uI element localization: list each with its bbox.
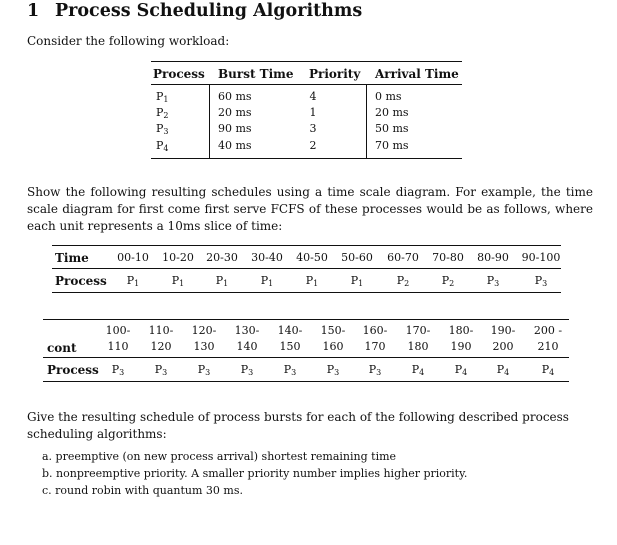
time-slot-label: 00-10 [117,251,149,264]
time-slot-end: 180 [407,340,429,353]
time-slot-start: 110- [148,324,174,337]
time-slot-start: 100- [105,324,131,337]
list-item-b: b. nonpreemptive priority. A smaller priority number implies higher priority. [42,467,468,480]
header-burst-time: Burst Time [218,67,294,81]
list-item-a: a. preemptive (on new process arrival) shortest remaining time [42,450,397,463]
priority-cell: 2 [309,139,317,152]
table-row: $P_3$ [156,122,169,136]
section-title: Process Scheduling Algorithms [55,1,363,21]
process-slot: $P_4$ [411,363,425,377]
burst-cell: 90 ms [218,122,252,135]
intro-text: Consider the following workload: [27,34,230,48]
time-slot-start: 200 - [533,324,563,337]
process-slot: $P_3$ [486,274,500,288]
time-slot-label: 30-40 [251,251,283,264]
time-slot-end: 120 [150,340,172,353]
timeline2-top-rule [43,319,569,320]
time-slot-start: 150- [320,324,346,337]
process-slot: $P_3$ [154,363,168,377]
process-slot: $P_1$ [350,274,364,288]
time-slot-start: 180- [448,324,474,337]
process-slot: $P_1$ [305,274,319,288]
time-slot-start: 140- [277,324,303,337]
process-slot: $P_1$ [215,274,229,288]
time-slot-end: 130 [193,340,215,353]
burst-cell: 60 ms [218,90,252,103]
time-slot-end: 200 [492,340,514,353]
time-slot-label: 60-70 [387,251,419,264]
time-slot-start: 130- [234,324,260,337]
table-row: $P_1$ [156,90,169,104]
header-priority: Priority [309,67,361,81]
priority-cell: 4 [309,90,317,103]
time-slot-start: 170- [405,324,431,337]
process-slot: $P_1$ [171,274,185,288]
timeline2-mid-rule [43,357,569,358]
time-slot-end: 140 [236,340,258,353]
table-row: $P_2$ [156,106,169,120]
time-slot-label: 40-50 [296,251,328,264]
example-text: Show the following resulting schedules using a time scale diagram. For example, the time scale diagram for first come first serve FCFS of these processes would be as follows, where each unit represents a 10ms slice of time: [27,185,593,233]
process-slot: $P_4$ [541,363,555,377]
timeline1-time-label: Time [55,251,89,265]
process-slot: $P_1$ [126,274,140,288]
process-slot: $P_3$ [534,274,548,288]
time-slot-label: 70-80 [432,251,464,264]
timeline2-bottom-rule [43,381,569,382]
process-slot: $P_4$ [496,363,510,377]
arrival-cell: 70 ms [375,139,409,152]
burst-cell: 20 ms [218,106,252,119]
time-slot-end: 150 [279,340,301,353]
burst-cell: 40 ms [218,139,252,152]
time-slot-end: 160 [322,340,344,353]
process-slot: $P_3$ [111,363,125,377]
time-slot-end: 170 [364,340,386,353]
time-slot-start: 190- [490,324,516,337]
time-slot-label: 10-20 [162,251,194,264]
section-number: 1 [27,1,40,21]
process-slot: $P_3$ [368,363,382,377]
process-slot: $P_3$ [283,363,297,377]
arrival-cell: 50 ms [375,122,409,135]
timeline2-cont-label: cont [47,341,77,355]
process-slot: $P_1$ [260,274,274,288]
time-slot-start: 160- [362,324,388,337]
list-item-c: c. round robin with quantum 30 ms. [42,484,243,497]
time-slot-end: 110 [107,340,129,353]
time-slot-label: 90-100 [521,251,561,264]
process-slot: $P_3$ [240,363,254,377]
question-text: Give the resulting schedule of process bursts for each of the following described process scheduling algorithms: [27,410,569,441]
process-slot: $P_3$ [326,363,340,377]
process-slot: $P_2$ [396,274,410,288]
time-slot-label: 80-90 [477,251,509,264]
header-process: Process [153,67,205,81]
arrival-cell: 20 ms [375,106,409,119]
arrival-cell: 0 ms [375,90,402,103]
time-slot-end: 210 [537,340,559,353]
time-slot-label: 20-30 [206,251,238,264]
table-row: $P_4$ [156,139,169,153]
timeline1-process-label: Process [55,274,107,288]
time-slot-label: 50-60 [341,251,373,264]
process-slot: $P_2$ [441,274,455,288]
priority-cell: 1 [309,106,317,119]
timeline2-process-label: Process [47,363,99,377]
time-slot-start: 120- [191,324,217,337]
priority-cell: 3 [309,122,317,135]
time-slot-end: 190 [450,340,472,353]
process-slot: $P_4$ [454,363,468,377]
header-arrival-time: Arrival Time [375,67,459,81]
process-slot: $P_3$ [197,363,211,377]
